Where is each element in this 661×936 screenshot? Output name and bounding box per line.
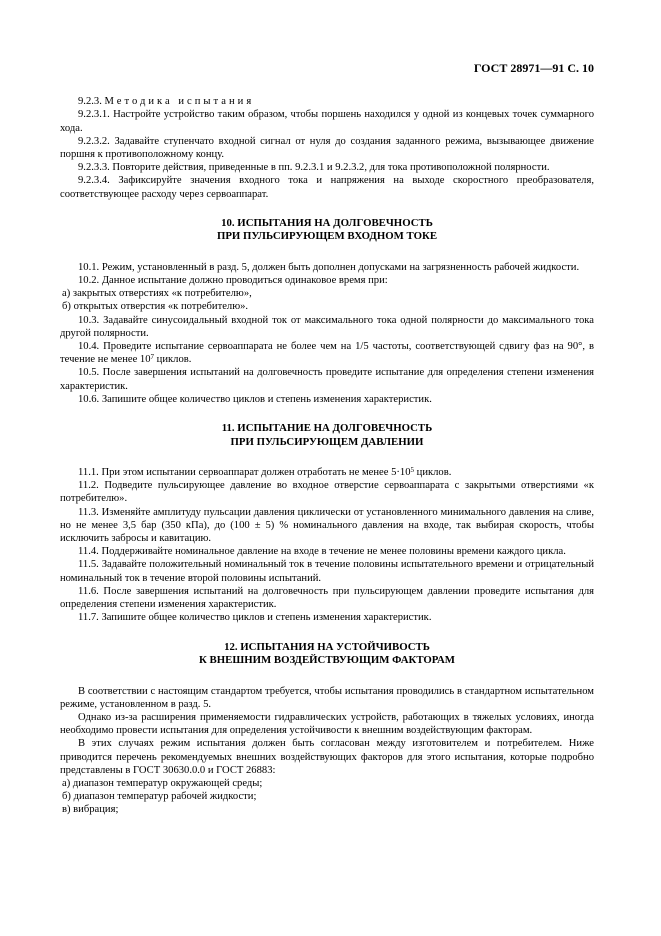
paragraph-10-6: 10.6. Запишите общее количество циклов и степень изменения характеристик.	[78, 393, 432, 405]
paragraph-10-4-exponent: 7	[150, 353, 155, 362]
paragraph-10-2: 10.2. Данное испытание должно проводиться одинаковое время при:	[78, 275, 388, 287]
paragraph-11-7: 11.7. Запишите общее количество циклов и степень изменения характеристик.	[78, 612, 432, 624]
paragraph-9-2-3-2: 9.2.3.2. Задавайте ступенчато входной сигнал от нуля до создания заданного режима, вызывающее движение поршня к противоположному концу.	[60, 135, 594, 161]
paragraph-10-4-text: 10.4. Проведите испытание сервоаппарата не более чем на 1/5 частоты, соответствующей сдвигу фаз на 90°, в течение не менее 10	[60, 341, 594, 366]
paragraph-11-6: 11.6. После завершения испытаний на долговечность при пульсирующем давлении проведите испытания для определения степени изменения характеристик.	[60, 585, 594, 611]
list-item-12-c: в) вибрация;	[62, 804, 119, 816]
paragraph-11-1-exponent: 5	[410, 466, 414, 475]
paragraph-11-1	[60, 466, 594, 479]
section-12-heading-line2: К ВНЕШНИМ ВОЗДЕЙСТВУЮЩИМ ФАКТОРАМ	[199, 654, 455, 666]
list-item-12-a: а) диапазон температур окружающей среды;	[62, 777, 263, 789]
section-12-heading	[60, 641, 594, 668]
list-item-10-b: б) открытых отверстия «к потребителю».	[62, 301, 249, 313]
section-11-heading-line1: 11. ИСПЫТАНИЕ НА ДОЛГОВЕЧНОСТЬ	[221, 422, 433, 435]
section-11-heading	[60, 422, 594, 449]
paragraph-11-1-tail: циклов.	[414, 467, 452, 479]
paragraph-12-2: Однако из-за расширения применяемости гидравлических устройств, работающих в тяжелых условиях, иногда необходимо провести испытания для определения устойчивости к внешним воздействующим факторам.	[60, 711, 594, 737]
paragraph-11-2: 11.2. Подведите пульсирующее давление во входное отверстие сервоаппарата с закрытыми отверстиями «к потребителю».	[60, 480, 594, 505]
page-header: ГОСТ 28971—91 С. 10	[473, 61, 594, 75]
section-10-heading-line1: 10. ИСПЫТАНИЯ НА ДОЛГОВЕЧНОСТЬ	[221, 216, 433, 229]
section-10-heading-line2: ПРИ ПУЛЬСИРУЮЩЕМ ВХОДНОМ ТОКЕ	[216, 230, 438, 243]
paragraph-9-2-3-3: 9.2.3.3. Повторите действия, приведенные в пп. 9.2.3.1 и 9.2.3.2, для тока противоположной полярности.	[78, 162, 550, 174]
paragraph-11-3: 11.3. Изменяйте амплитуду пульсации давления циклически от установленного минимального давления на сливе, но не менее 3,5 бар (350 кПа), до (100 ± 5) % номинального давления на входе, так выбирая скорость, чтобы исключить забросы и кавитацию.	[60, 506, 594, 545]
paragraph-9-2-3-4: 9.2.3.4. Зафиксируйте значения входного тока и напряжения на выходе скоростного преобразователя, соответствующее расходу через сервоаппарат.	[60, 175, 594, 200]
paragraph-9-2-3-1: 9.2.3.1. Настройте устройство таким образом, чтобы поршень находился у одной из концевых точек суммарного хода.	[60, 109, 594, 134]
paragraph-11-1-text: 11.1. При этом испытании сервоаппарат должен отработать не менее 5·10	[78, 467, 411, 479]
list-item-10-a: а) закрытых отверстиях «к потребителю»,	[62, 288, 252, 300]
document-page	[60, 62, 594, 817]
paragraph-10-4-tail: циклов.	[154, 354, 192, 366]
section-10-heading	[60, 217, 594, 244]
section-11-heading-line2: ПРИ ПУЛЬСИРУЮЩЕМ ДАВЛЕНИИ	[230, 435, 424, 448]
paragraph-10-1: 10.1. Режим, установленный в разд. 5, должен быть дополнен допусками на загрязненность рабочей жидкости.	[78, 261, 580, 273]
method-title-text: Методика испытания	[104, 96, 255, 108]
method-title	[60, 95, 594, 108]
paragraph-11-5: 11.5. Задавайте положительный номинальный ток в течение половины испытательного времени и отрицательный номинальный ток в течение второй половины испытаний.	[60, 559, 594, 584]
paragraph-12-1: В соответствии с настоящим стандартом требуется, чтобы испытания проводились в стандартном испытательном режиме, установленном в разд. 5.	[60, 685, 594, 710]
paragraph-10-5: 10.5. После завершения испытаний на долговечность проведите испытание для определения степени изменения характеристик.	[60, 367, 594, 392]
paragraph-12-3: В этих случаях режим испытания должен быть согласован между изготовителем и потребителем. Ниже приводится перечень рекомендуемых внешних воздействующих факторов для этого испытания, которые подробно представлены в ГОСТ 30630.0.0 и ГОСТ 26883:	[60, 738, 594, 776]
section-12-heading-line1: 12. ИСПЫТАНИЯ НА УСТОЙЧИВОСТЬ	[224, 640, 430, 653]
paragraph-11-4: 11.4. Поддерживайте номинальное давление на входе в течение не менее половины времени каждого цикла.	[78, 546, 566, 558]
paragraph-10-4	[60, 340, 594, 366]
paragraph-10-3: 10.3. Задавайте синусоидальный входной ток от максимального тока одной полярности до максимального тока другой полярности.	[60, 314, 594, 339]
list-item-12-b: б) диапазон температур рабочей жидкости;	[62, 791, 257, 803]
method-title-number: 9.2.3.	[78, 96, 102, 108]
